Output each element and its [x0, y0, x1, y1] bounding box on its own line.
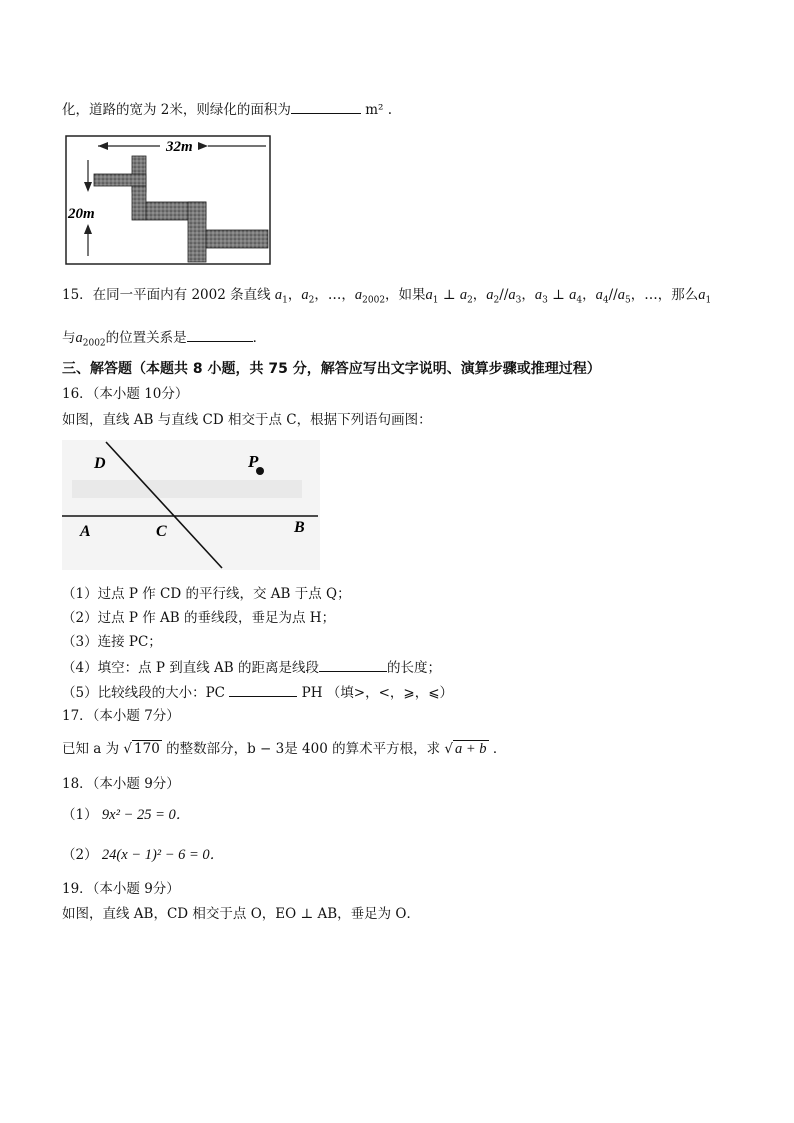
q18-eq2-line: [62, 846, 224, 864]
label-a: A: [80, 523, 91, 540]
q16-item-5-blank[interactable]: [229, 683, 297, 697]
q14-text-line: [62, 100, 392, 119]
q14-text: 化，道路的宽为 2米，则绿化的面积为: [62, 102, 291, 118]
q17-text-b: 的整数部分，b − 3是 400 的算术平方根，求: [166, 741, 441, 757]
q18-eq2-label: （2）: [62, 847, 98, 863]
q16-item-1: （1）过点 P 作 CD 的平行线，交 AB 于点 Q；: [62, 586, 351, 602]
q17-end: ．: [492, 741, 507, 757]
q16-intro: 如图，直线 AB 与直线 CD 相交于点 C，根据下列语句画图：: [62, 412, 432, 428]
q15-text-c: ，那么: [657, 287, 699, 303]
q15-answer-blank[interactable]: [187, 328, 253, 342]
q16-item-5: （5）比较线段的大小：PC: [62, 685, 226, 701]
q17-sqrt-ab: a + b: [455, 741, 487, 757]
q19-text: 如图，直线 AB，CD 相交于点 O，EO ⊥ AB，垂足为 O．: [62, 906, 420, 922]
q18-eq1-label: （1）: [62, 807, 98, 823]
q18-eq1: 9x² − 25 = 0．: [101, 807, 191, 823]
q19-header: 19．（本小题 9分）: [62, 881, 180, 897]
q14-unit: m²: [365, 102, 384, 118]
q16-item-4: （4）填空：点 P 到直线 AB 的距离是线段: [62, 660, 320, 676]
q18-eq1-line: [62, 806, 190, 824]
q15-text-b: ，如果: [385, 287, 426, 303]
q17-header: 17．（本小题 7分）: [62, 708, 180, 724]
q16-item-2: （2）过点 P 作 AB 的垂线段，垂足为点 H；: [62, 610, 336, 626]
q16-item-4-line: [62, 658, 441, 677]
q15-text-e: 的位置关系是: [105, 330, 187, 346]
q18-header: 18．（本小题 9分）: [62, 776, 180, 792]
q14-answer-blank[interactable]: [291, 100, 361, 114]
q16-header: 16．（本小题 10分）: [62, 386, 189, 402]
q16-item-5-line: [62, 683, 453, 702]
q14-figure: [62, 130, 274, 268]
q15-text-a: 15．在同一平面内有 2002 条直线: [62, 287, 271, 303]
q15-end: ．: [252, 330, 267, 346]
q17-text-line: 已知 a 为 √ 170 的整数部分，b − 3是 400 的算术平方根，求 √ a + b ．: [62, 741, 507, 757]
section3-heading: 三、解答题（本题共 8 小题，共 75 分，解答应写出文字说明、演算步骤或推理过程）: [62, 361, 601, 377]
q16-item-4-tail: 的长度；: [387, 660, 442, 676]
q17-text-a: 已知 a 为: [62, 741, 120, 757]
q15-text-d: 与: [62, 330, 76, 346]
q16-item-4-blank[interactable]: [319, 658, 387, 672]
label-d: D: [94, 455, 106, 472]
label-b: B: [294, 519, 305, 536]
fig14-width-label: 32m: [166, 139, 193, 155]
fig14-height-label: 20m: [68, 206, 95, 222]
q14-end: .: [387, 102, 392, 118]
q15-line1: 15．在同一平面内有 2002 条直线 $a_1$，$a_2$，…，$a_{2002}$，如果$a_1$ ⊥ $a_2$，$a_2//a_3$，$a_3$ ⊥ $a_4$，$a_4//a_5$，…，那么$a_1$: [62, 287, 712, 306]
q17-sqrt-170: 170: [134, 741, 160, 757]
q16-figure: [62, 440, 320, 570]
q18-eq2: 24(x − 1)² − 6 = 0．: [101, 847, 225, 863]
label-c: C: [156, 523, 167, 540]
q15-line2: 与$a_{2002}$的位置关系是 ．: [62, 330, 267, 349]
label-p: P: [248, 452, 259, 471]
q16-item-5-tail: PH （填>，<，⩾，⩽）: [301, 685, 454, 701]
q16-item-3: （3）连接 PC；: [62, 634, 162, 650]
